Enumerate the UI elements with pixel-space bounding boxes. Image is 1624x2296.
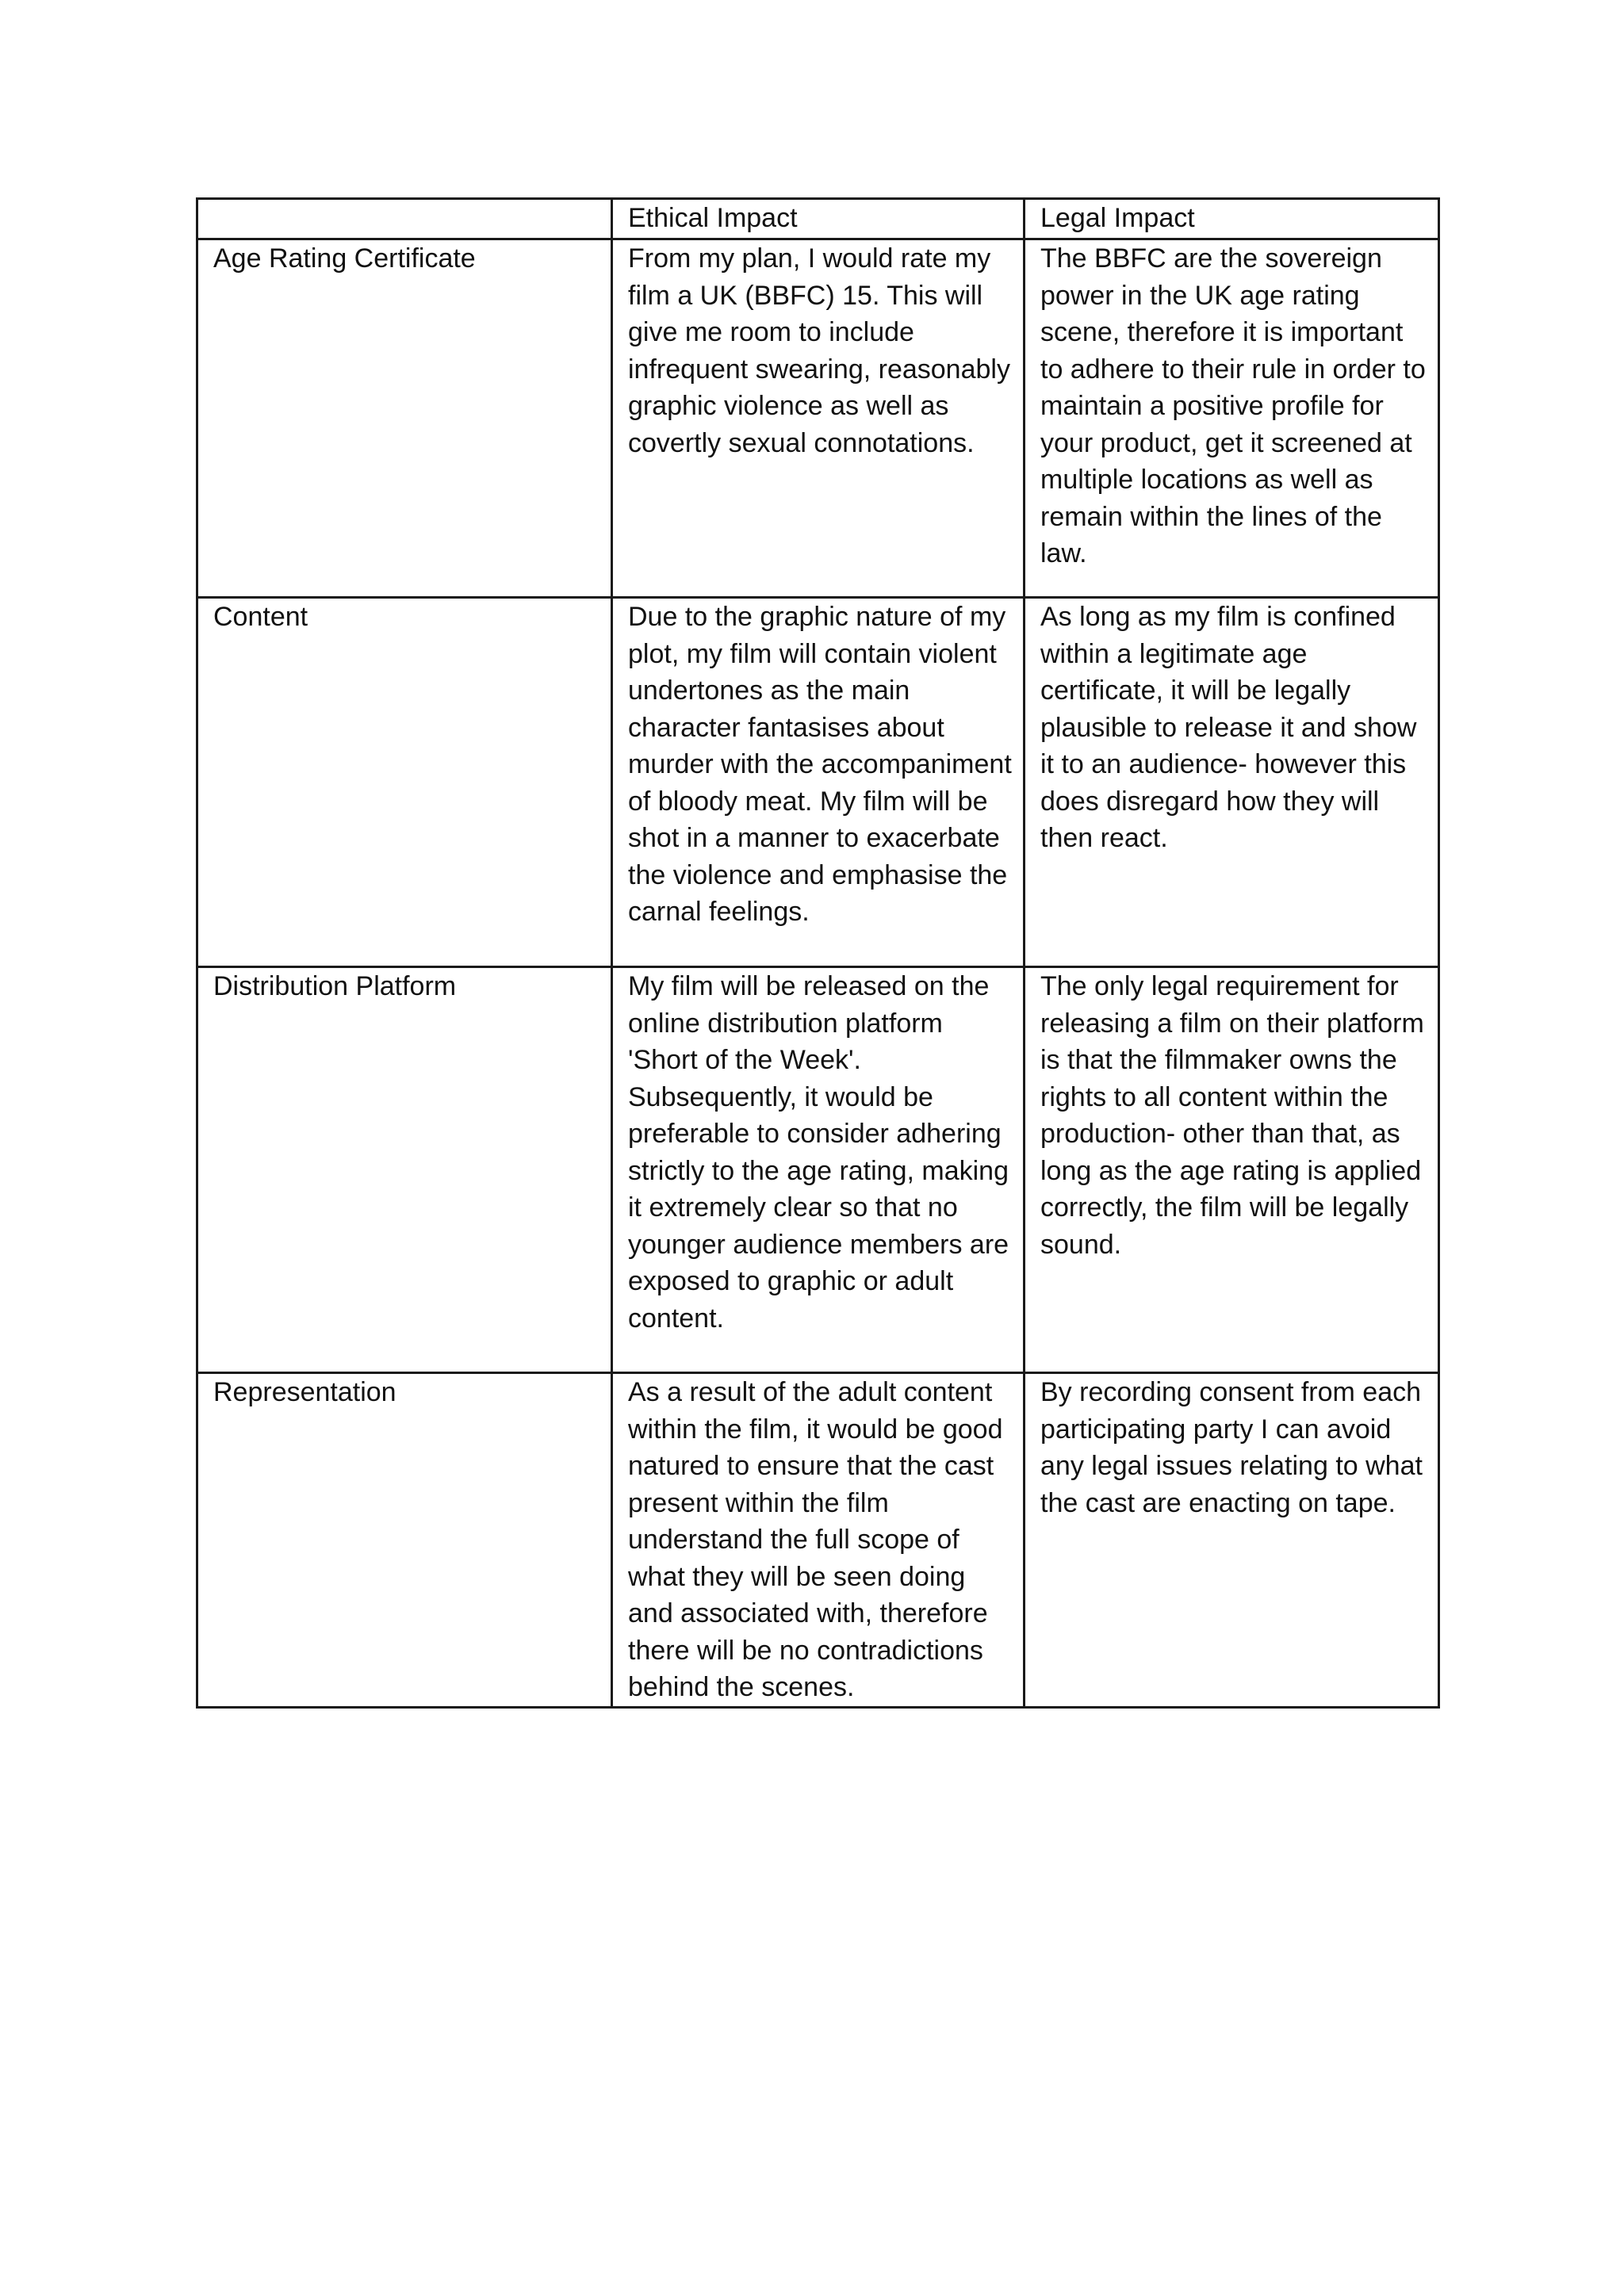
row-label-cell: Age Rating Certificate bbox=[197, 239, 612, 598]
legal-impact-cell: The only legal requirement for releasing a film on their platform is that the filmmaker owns the rights to all content within the production- other than that, as long as the age rating is applied correctly, the film will be legally sound. bbox=[1025, 967, 1439, 1373]
ethical-impact-cell: My film will be released on the online distribution platform 'Short of the Week'. Subsequently, it would be preferable to consider adhering strictly to the age rating, making it extremely clear so that no younger audience members are exposed to graphic or adult content. bbox=[612, 967, 1025, 1373]
ethical-impact-cell: As a result of the adult content within the film, it would be good natured to ensure that the cast present within the film understand the full scope of what they will be seen doing and associated with, therefore there will be no contradictions behind the scenes. bbox=[612, 1373, 1025, 1708]
row-label-cell: Distribution Platform bbox=[197, 967, 612, 1373]
row-label-cell: Representation bbox=[197, 1373, 612, 1708]
table-row-age-rating-certificate bbox=[197, 239, 1439, 598]
row-label-cell: Content bbox=[197, 598, 612, 967]
table-row-content bbox=[197, 598, 1439, 967]
header-cell-legal-impact: Legal Impact bbox=[1025, 199, 1439, 239]
legal-impact-cell: The BBFC are the sovereign power in the UK age rating scene, therefore it is important to adhere to their rule in order to maintain a positive profile for your product, get it screened at multiple locations as well as remain within the lines of the law. bbox=[1025, 239, 1439, 598]
legal-impact-cell: By recording consent from each participating party I can avoid any legal issues relating to what the cast are enacting on tape. bbox=[1025, 1373, 1439, 1708]
ethical-impact-cell: Due to the graphic nature of my plot, my film will contain violent undertones as the main character fantasises about murder with the accompaniment of bloody meat. My film will be shot in a manner to exacerbate the violence and emphasise the carnal feelings. bbox=[612, 598, 1025, 967]
table-row-distribution-platform bbox=[197, 967, 1439, 1373]
ethical-impact-cell: From my plan, I would rate my film a UK (BBFC) 15. This will give me room to include infrequent swearing, reasonably graphic violence as well as covertly sexual connotations. bbox=[612, 239, 1025, 598]
header-cell-empty bbox=[197, 199, 612, 239]
legal-impact-cell: As long as my film is confined within a legitimate age certificate, it will be legally plausible to release it and show it to an audience- however this does disregard how they will then react. bbox=[1025, 598, 1439, 967]
header-cell-ethical-impact: Ethical Impact bbox=[612, 199, 1025, 239]
header-row bbox=[197, 199, 1439, 239]
impact-table bbox=[196, 197, 1440, 1709]
table-row-representation bbox=[197, 1373, 1439, 1708]
